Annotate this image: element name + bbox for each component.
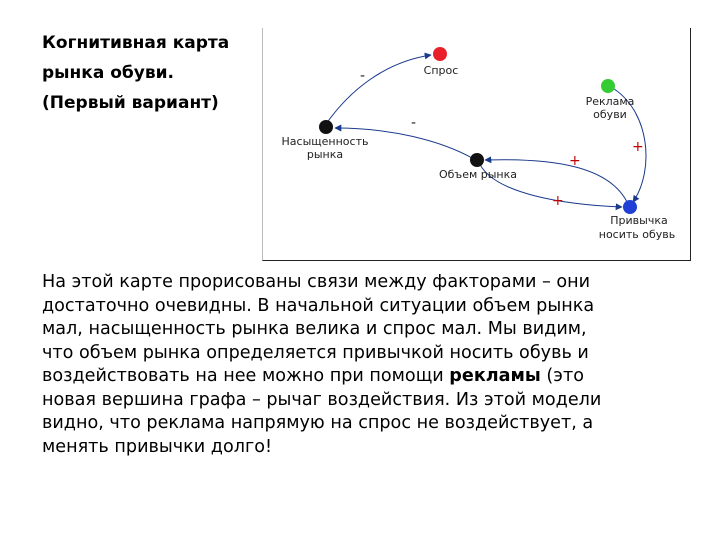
- body-text-bold: рекламы: [449, 366, 541, 386]
- title-line: Когнитивная карта: [42, 33, 230, 53]
- body-line: [42, 318, 692, 342]
- edge-sign: -: [360, 68, 366, 84]
- node-label-privychka: носить обувь: [598, 228, 676, 241]
- node-label-reklama: обуви: [593, 108, 627, 121]
- body-text-run: менять привычки долго!: [42, 436, 273, 457]
- body-text-run: На этой карте прорисованы связи между факторами – они: [42, 272, 591, 292]
- body-line: [42, 389, 692, 413]
- body-text-run: достаточно очевидны. В начальной ситуации объем рынка: [42, 295, 595, 316]
- node-label-nasyschennost: Насыщенность: [281, 135, 369, 148]
- body-text-run: (это: [540, 366, 584, 386]
- edge-sign: +: [632, 139, 644, 155]
- node-privychka: [623, 200, 637, 214]
- body-text-run: что объем рынка определяется привычкой носить обувь и: [42, 342, 589, 363]
- edge-nasyschennost-to-spros: [326, 55, 431, 124]
- body-text-run: воздействовать на нее можно при помощи: [42, 366, 450, 386]
- body-line: [42, 436, 692, 460]
- body-line: [42, 295, 692, 319]
- body-text-run: мал, насыщенность рынка велика и спрос мал. Мы видим,: [42, 319, 587, 339]
- node-spros: [433, 47, 447, 61]
- node-label-obem: Объем рынка: [438, 168, 518, 181]
- body-text-run: видно, что реклама напрямую на спрос не воздействует, а: [42, 413, 594, 433]
- node-nasyschennost: [319, 120, 333, 134]
- node-label-privychka: Привычка: [610, 214, 668, 227]
- edge-sign: +: [569, 153, 581, 169]
- title-line: (Первый вариант): [42, 93, 219, 113]
- node-obem: [470, 153, 484, 167]
- edge-sign: +: [552, 193, 564, 209]
- body-text-run: новая вершина графа – рычаг воздействия. Из этой модели: [42, 389, 602, 410]
- title-line: рынка обуви.: [42, 63, 174, 83]
- body-line: [42, 271, 692, 295]
- node-reklama: [601, 79, 615, 93]
- body-line: [42, 365, 692, 389]
- node-label-reklama: Реклама: [585, 95, 635, 108]
- edge-sign: -: [411, 115, 417, 131]
- body-line: [42, 412, 692, 436]
- node-label-spros: Спрос: [423, 64, 459, 77]
- body-paragraph: [42, 271, 692, 459]
- body-line: [42, 342, 692, 366]
- node-label-nasyschennost: рынка: [306, 148, 344, 161]
